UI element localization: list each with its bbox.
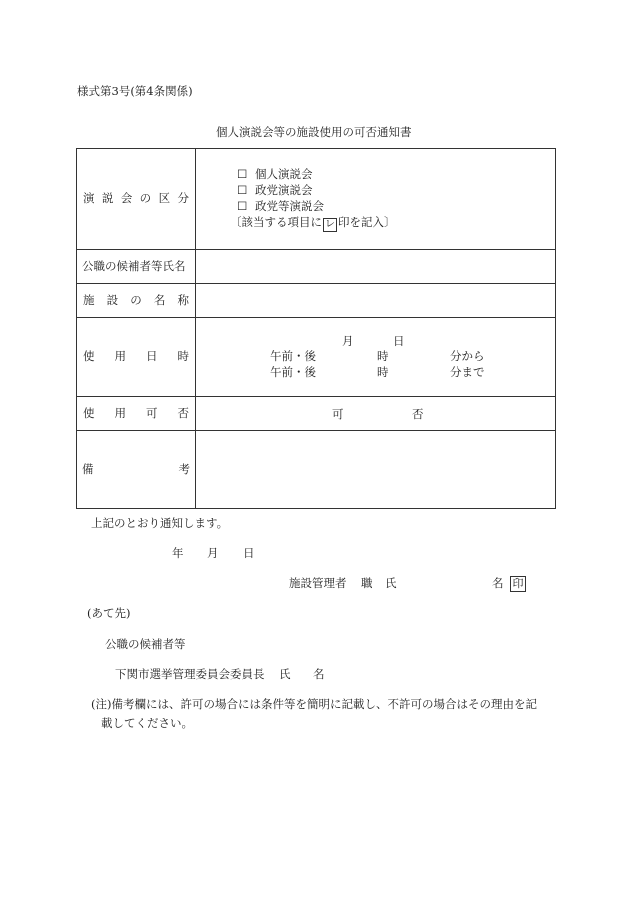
- category-label: 演 説 会 の 区 分: [83, 191, 189, 206]
- day-label: 日: [243, 546, 255, 560]
- checkbox-icon[interactable]: ☐: [237, 183, 248, 197]
- checkbox-icon[interactable]: ☐: [237, 199, 248, 213]
- facility-label: 施 設 の 名 称: [83, 292, 189, 307]
- committee-family: 氏: [279, 667, 291, 681]
- signer-given: 名: [492, 576, 504, 590]
- note-line-1: (注)備考欄には、許可の場合には条件等を簡明に記載し、不許可の場合はその理由を記: [91, 697, 537, 711]
- permission-label-cell: [77, 397, 196, 431]
- addressee-candidate: 公職の候補者等: [105, 637, 186, 651]
- category-label-cell: [77, 149, 196, 250]
- remarks-label-cell: [77, 431, 196, 509]
- seal-icon: 印: [510, 576, 526, 592]
- start-minute-label: 分から: [450, 349, 485, 363]
- document-title: 個人演説会等の施設使用の可否通知書: [216, 125, 412, 139]
- option-individual-label: 個人演説会: [255, 167, 313, 181]
- end-minute-label: 分まで: [450, 365, 485, 379]
- start-ampm: 午前・後: [270, 349, 316, 363]
- option-party-etc[interactable]: [237, 201, 324, 213]
- option-party-label: 政党演説会: [255, 183, 313, 197]
- signer-position: 職: [361, 576, 373, 590]
- notice-form-table: [76, 148, 556, 509]
- category-instruction: 〔該当する項目に レ 印を記入〕: [230, 215, 396, 230]
- facility-label-cell: [77, 284, 196, 318]
- remarks-label: 備 考: [82, 461, 190, 476]
- checkbox-icon[interactable]: ☐: [237, 167, 248, 181]
- facility-name-field[interactable]: [196, 284, 556, 318]
- option-party-etc-label: 政党等演説会: [255, 199, 324, 213]
- candidate-label: 公職の候補者等氏名: [82, 258, 186, 273]
- addressee-label: (あて先): [87, 606, 131, 620]
- signer-family: 氏: [385, 576, 397, 590]
- check-mark-icon: レ: [325, 219, 335, 230]
- committee-given: 名: [313, 667, 325, 681]
- month-label: 月: [207, 546, 219, 560]
- notice-text: 上記のとおり通知します。: [91, 516, 229, 530]
- permission-label: 使 用 可 否: [83, 405, 189, 420]
- permission-value-cell: [196, 397, 556, 431]
- candidate-name-field[interactable]: [196, 250, 556, 284]
- option-individual[interactable]: [237, 169, 313, 181]
- year-label: 年: [172, 546, 184, 560]
- datetime-label-cell: [77, 318, 196, 397]
- option-party[interactable]: [237, 185, 313, 197]
- remarks-field[interactable]: [196, 431, 556, 509]
- start-hour-label: 時: [377, 349, 389, 363]
- category-value-cell: [196, 149, 556, 250]
- deny-option[interactable]: 否: [412, 407, 424, 421]
- form-number: 様式第3号(第4条関係): [77, 84, 193, 98]
- candidate-label-cell: [77, 250, 196, 284]
- month-label: 月: [342, 334, 354, 348]
- allow-option[interactable]: 可: [332, 407, 344, 421]
- day-label: 日: [393, 334, 405, 348]
- end-ampm: 午前・後: [270, 365, 316, 379]
- committee-org: 下関市選挙管理委員会委員長: [115, 667, 265, 681]
- signer-role: 施設管理者: [289, 576, 347, 590]
- end-hour-label: 時: [377, 365, 389, 379]
- note-line-2: 載してください。: [101, 716, 193, 730]
- datetime-value-cell[interactable]: [196, 318, 556, 397]
- datetime-label: 使 用 日 時: [83, 349, 189, 364]
